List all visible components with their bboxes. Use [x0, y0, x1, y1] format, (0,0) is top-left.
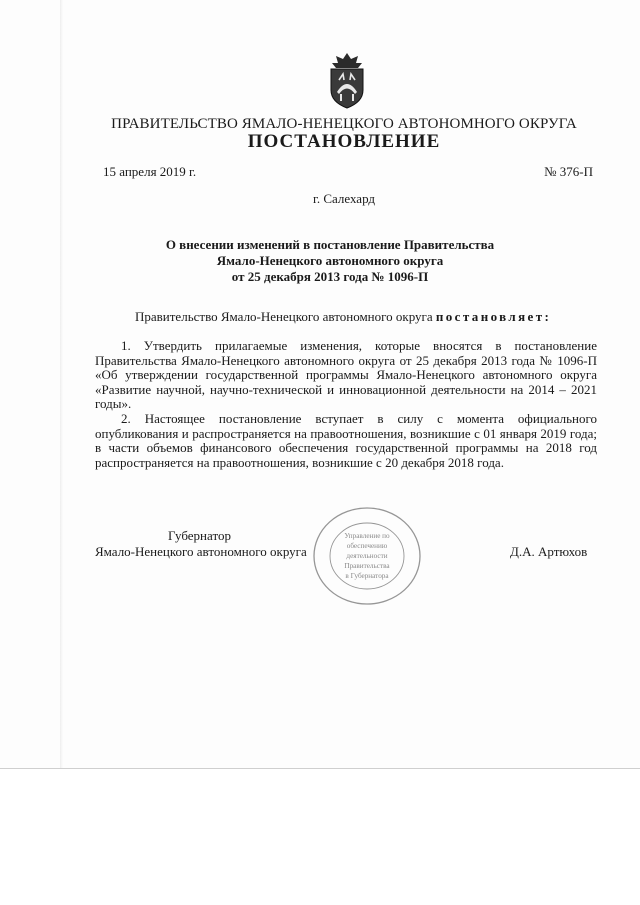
government-name: ПРАВИТЕЛЬСТВО ЯМАЛО-НЕНЕЦКОГО АВТОНОМНОГО ОКРУГА	[111, 116, 577, 132]
document-city: г. Салехард	[312, 191, 376, 206]
coat-of-arms-icon	[325, 50, 369, 110]
document-date: 15 апреля 2019 г.	[103, 164, 197, 179]
stamp-text: Управление по	[344, 532, 390, 540]
subject-line: Ямало-Ненецкого автономного округа	[216, 253, 444, 268]
preamble-text: Правительство Ямало-Ненецкого автономного округа	[135, 309, 436, 324]
signatory-name: Д.А. Артюхов	[510, 544, 588, 559]
round-seal-stamp	[312, 506, 422, 606]
signatory-organization: Ямало-Ненецкого автономного округа	[95, 544, 307, 559]
stamp-text: в Губернатора	[345, 572, 389, 580]
subject-line: О внесении изменений в постановление Правительства	[165, 237, 495, 252]
subject-line: от 25 декабря 2013 года № 1096-П	[231, 269, 429, 284]
document-number: № 376-П	[544, 164, 593, 179]
preamble-emphasis: постановляет:	[435, 309, 552, 324]
document-type-title: ПОСТАНОВЛЕНИЕ	[247, 131, 441, 152]
paragraph-2: 2. Настоящее постановление вступает в силу с момента официального опубликования и распространяется на правоотношения, возникшие с 01 января 2019 года; в части объемов финансового обеспечения государственной программы на 2018 год распространяется на правоотношения, возникшие с 20 декабря 2018 года.	[95, 410, 597, 470]
document-subject	[150, 237, 510, 285]
paragraph-1: 1. Утвердить прилагаемые изменения, которые вносятся в постановление Правительства Ямало-Ненецкого автономного округа от 25 декабря 2013 года № 1096-П «Об утверждении государственной программы Ямало-Ненецкого автономного округа «Развитие научной, научно-технической и инновационной деятельности на 2014 – 2021 годы».	[95, 338, 597, 412]
stamp-text: деятельности	[346, 552, 388, 560]
preamble	[135, 309, 551, 325]
stamp-text: обеспечению	[346, 542, 388, 550]
document-body	[95, 339, 597, 470]
stamp-text: Правительства	[344, 562, 390, 570]
signatory-title: Губернатор	[168, 528, 231, 543]
